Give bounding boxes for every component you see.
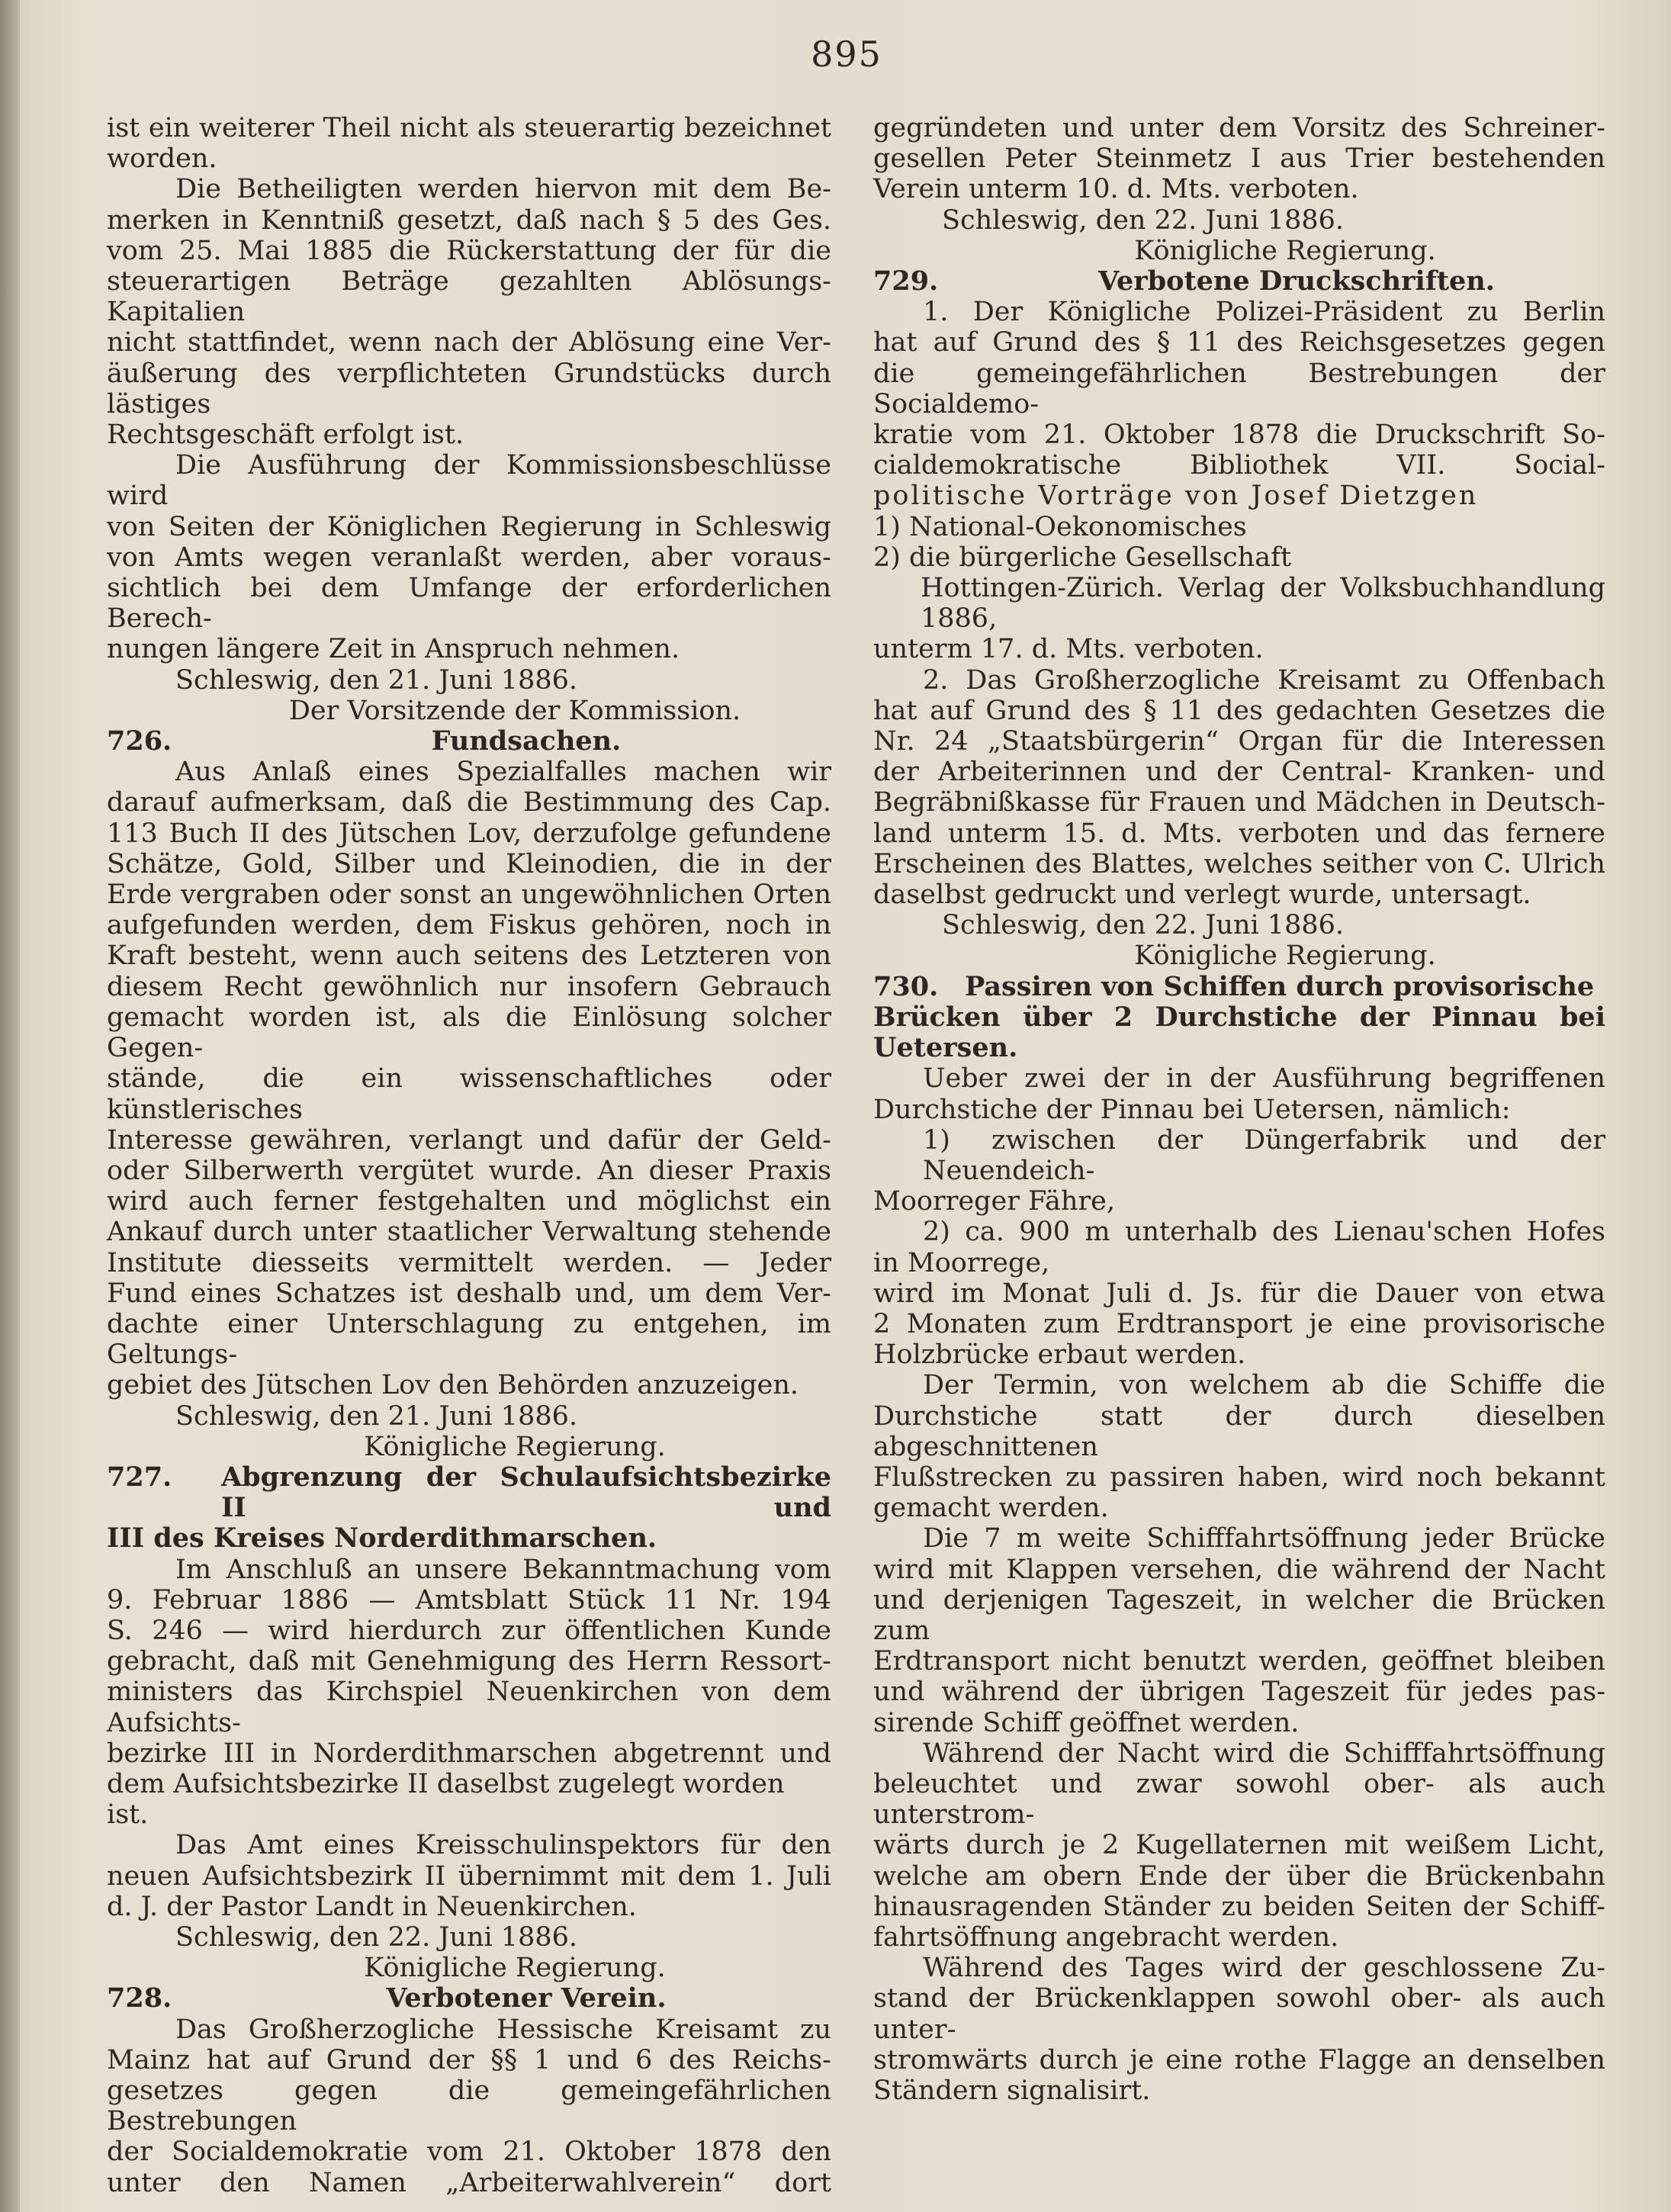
dateline: Schleswig, den 22. Juni 1886. <box>175 1921 577 1953</box>
text-line: wird im Monat Juli d. Js. für die Dauer von etwa <box>873 1278 1605 1309</box>
text-line: nicht stattfindet, wenn nach der Ablösung eine Ver- <box>107 327 831 358</box>
text-line: neuen Aufsichtsbezirk II übernimmt mit dem 1. Juli <box>107 1860 831 1892</box>
section-number: 727. <box>107 1461 172 1493</box>
text-line: 113 Buch II des Jütschen Lov, derzufolge gefundene <box>107 818 831 849</box>
dateline: Schleswig, den 22. Juni 1886. <box>942 910 1344 941</box>
text-line: 9. Februar 1886 — Amtsblatt Stück 11 Nr. 194 <box>107 1584 831 1616</box>
text-line: äußerung des verpflichteten Grundstücks durch lästiges <box>107 358 831 420</box>
text-line: und derjenigen Tageszeit, in welcher die Brücken zum <box>873 1584 1605 1646</box>
text-line: gebracht, daß mit Genehmigung des Herrn Ressort- <box>107 1646 831 1677</box>
section-heading-730 <box>873 972 1605 1002</box>
section-title-continued: III des Kreises Norderdithmarschen. <box>107 1522 657 1555</box>
text-line: Das Großherzogliche Hessische Kreisamt zu <box>175 2014 831 2045</box>
section-title: Passiren von Schiffen durch provisorische <box>965 970 1595 1002</box>
text-line: Rechtsgeschäft erfolgt ist. <box>107 420 464 451</box>
text-line: gesetzes gegen die gemeingefährlichen Bestrebungen <box>107 2075 831 2137</box>
text-line: Durchstiche statt der durch dieselben abgeschnittenen <box>873 1400 1605 1462</box>
text-line: Holzbrücke erbaut werden. <box>873 1339 1246 1371</box>
text-line: wird auch ferner festgehalten und möglichst ein <box>107 1186 831 1217</box>
text-line: Aus Anlaß eines Spezialfalles machen wir <box>175 757 831 788</box>
text-line: kratie vom 21. Oktober 1878 die Druckschrift So- <box>873 420 1605 451</box>
text-line: Fund eines Schatzes ist deshalb und, um dem Ver- <box>107 1278 831 1309</box>
section-heading-729 <box>873 266 1605 297</box>
signature: Königliche Regierung. <box>1134 235 1436 266</box>
text-line: darauf aufmerksam, daß die Bestimmung des Cap. <box>107 787 831 818</box>
text-line: sichtlich bei dem Umfange der erforderlichen Berech- <box>107 573 831 635</box>
text-line: von Amts wegen veranlaßt werden, aber voraus- <box>107 542 831 573</box>
text-line: der Socialdemokratie vom 21. Oktober 1878 den <box>107 2136 831 2168</box>
text-line: Erde vergraben oder sonst an ungewöhnlichen Orten <box>107 879 831 911</box>
signature: Der Vorsitzende der Kommission. <box>288 695 741 726</box>
text-line: Erdtransport nicht benutzt werden, geöffnet bleiben <box>873 1646 1605 1677</box>
right-column <box>873 113 1605 2106</box>
text-line: von Seiten der Königlichen Regierung in Schleswig <box>107 511 831 542</box>
text-line: unter den Namen „Arbeiterwahlverein“ dort <box>107 2167 831 2198</box>
text-line: land unterm 15. d. Mts. verboten und das fernere <box>873 818 1605 849</box>
list-item: 2) die bürgerliche Gesellschaft <box>873 542 1292 573</box>
signature: Königliche Regierung. <box>364 1953 666 1984</box>
text-line: der Arbeiterinnen und der Central- Kranken- und <box>873 757 1605 788</box>
text-line: 2. Das Großherzogliche Kreisamt zu Offenbach <box>923 664 1605 696</box>
text-line: worden. <box>107 143 217 175</box>
text-line: vom 25. Mai 1885 die Rückerstattung der für die <box>107 235 831 266</box>
list-item: Moorreger Fähre, <box>873 1186 1116 1217</box>
text-line: dachte einer Unterschlagung zu entgehen, im Geltungs- <box>107 1308 831 1371</box>
text-line: gesellen Peter Steinmetz I aus Trier bestehenden <box>873 143 1605 175</box>
text-line: daselbst gedruckt und verlegt wurde, untersagt. <box>873 879 1531 911</box>
text-line: Die Ausführung der Kommissionsbeschlüsse wird <box>107 450 831 512</box>
text-line: 2 Monaten zum Erdtransport je eine provisorische <box>873 1308 1605 1339</box>
list-item: 2) ca. 900 m unterhalb des Lienau'schen Hofes <box>923 1217 1605 1248</box>
text-line: gebiet des Jütschen Lov den Behörden anzuzeigen. <box>107 1370 799 1401</box>
text-line: fahrtsöffnung angebracht werden. <box>873 1921 1339 1953</box>
text-line: Institute diesseits vermittelt werden. — Jeder <box>107 1247 831 1278</box>
text-line: Durchstiche der Pinnau bei Uetersen, nämlich: <box>873 1094 1511 1125</box>
text-line: Die Betheiligten werden hiervon mit dem Be- <box>175 174 831 205</box>
dateline: Schleswig, den 21. Juni 1886. <box>175 1400 577 1432</box>
list-item: 1) National-Oekonomisches <box>873 511 1247 542</box>
text-line: wird mit Klappen versehen, die während der Nacht <box>873 1554 1605 1585</box>
text-line: steuerartigen Beträge gezahlten Ablösungs-Kapitalien <box>107 266 831 328</box>
section-title-continued: Brücken über 2 Durchstiche der Pinnau bei Uetersen. <box>873 1001 1605 1064</box>
signature: Königliche Regierung. <box>364 1431 666 1462</box>
text-line: stände, die ein wissenschaftliches oder künstlerisches <box>107 1063 831 1125</box>
section-heading-726 <box>107 726 831 757</box>
binding-edge <box>0 0 20 2212</box>
section-title: Fundsachen. <box>431 725 622 757</box>
text-line: bezirke III in Norderdithmarschen abgetrennt und <box>107 1738 831 1769</box>
section-heading-727 <box>107 1462 831 1523</box>
text-line: d. J. der Pastor Landt in Neuenkirchen. <box>107 1891 637 1922</box>
text-line: Begräbnißkasse für Frauen und Mädchen in Deutsch- <box>873 787 1605 818</box>
section-number: 730. <box>873 970 939 1002</box>
text-line: und während der übrigen Tageszeit für jedes pas- <box>873 1677 1605 1708</box>
text-line: dem Aufsichtsbezirke II daselbst zugelegt worden ist. <box>107 1768 785 1831</box>
signature: Königliche Regierung. <box>1134 940 1436 972</box>
text-line: nungen längere Zeit in Anspruch nehmen. <box>107 634 680 665</box>
section-number: 726. <box>107 725 172 757</box>
text-line: Während des Tages wird der geschlossene Zu- <box>923 1953 1605 1984</box>
text-line: merken in Kenntniß gesetzt, daß nach § 5 des Ges. <box>107 204 831 236</box>
text-line: aufgefunden werden, dem Fiskus gehören, noch in <box>107 910 831 941</box>
text-line: Ankauf durch unter staatlicher Verwaltung stehende <box>107 1217 831 1248</box>
section-heading-728 <box>107 1983 831 2014</box>
dateline: Schleswig, den 21. Juni 1886. <box>175 664 577 696</box>
section-title: Abgrenzung der Schulaufsichtsbezirke II und <box>221 1461 831 1524</box>
text-line: stand der Brückenklappen sowohl ober- als auch unter- <box>873 1983 1605 2045</box>
text-line: die gemeingefährlichen Bestrebungen der Socialdemo- <box>873 358 1605 420</box>
text-line: hat auf Grund des § 11 des Reichsgesetzes gegen <box>873 327 1605 358</box>
text-line: S. 246 — wird hierdurch zur öffentlichen Kunde <box>107 1615 831 1646</box>
list-item: 1) zwischen der Düngerfabrik und der Neuendeich- <box>923 1124 1605 1186</box>
text-line: Interesse gewähren, verlangt und dafür der Geld- <box>107 1124 831 1156</box>
text-line: Das Amt eines Kreisschulinspektors für den <box>175 1830 831 1861</box>
text-line: ist ein weiterer Theil nicht als steuerartig bezeichnet <box>107 113 831 143</box>
text-line: politische Vorträge von Josef Dietzgen <box>873 481 1479 512</box>
section-title: Verbotene Druckschriften. <box>1098 265 1495 297</box>
text-line: ministers das Kirchspiel Neuenkirchen von dem Aufsichts- <box>107 1677 831 1738</box>
text-line: Während der Nacht wird die Schifffahrtsöffnung <box>923 1738 1605 1769</box>
text-line: Schätze, Gold, Silber und Kleinodien, die in der <box>107 848 831 879</box>
text-line: Die 7 m weite Schifffahrtsöffnung jeder Brücke <box>923 1523 1605 1555</box>
text-line: Kraft besteht, wenn auch seitens des Letzteren von <box>107 940 831 972</box>
text-line: Im Anschluß an unsere Bekanntmachung vom <box>175 1554 831 1585</box>
text-line: sirende Schiff geöffnet werden. <box>873 1707 1300 1738</box>
left-column <box>107 113 831 2198</box>
text-line: Ständern signalisirt. <box>873 2075 1151 2106</box>
text-line: Erscheinen des Blattes, welches seither von C. Ulrich <box>873 848 1605 879</box>
text-line: hinausragenden Ständer zu beiden Seiten der Schiff- <box>873 1891 1605 1922</box>
text-line: Nr. 24 „Staatsbürgerin“ Organ für die Interessen <box>873 726 1605 757</box>
text-line: Der Termin, von welchem ab die Schiffe die <box>923 1370 1605 1401</box>
text-line: diesem Recht gewöhnlich nur insofern Gebrauch <box>107 971 831 1002</box>
text-line: Ueber zwei der in der Ausführung begriffenen <box>923 1063 1605 1095</box>
list-item: in Moorrege, <box>873 1247 1050 1278</box>
text-line: Flußstrecken zu passiren haben, wird noch bekannt <box>873 1461 1605 1493</box>
dateline: Schleswig, den 22. Juni 1886. <box>942 204 1344 236</box>
text-line: 1. Der Königliche Polizei-Präsident zu Berlin <box>923 297 1605 328</box>
text-line: 1886, <box>921 603 998 635</box>
section-number: 729. <box>873 265 939 297</box>
text-line: beleuchtet und zwar sowohl ober- als auch unterstrom- <box>873 1768 1605 1831</box>
section-title: Verbotener Verein. <box>386 1982 667 2014</box>
text-line: stromwärts durch je eine rothe Flagge an denselben <box>873 2044 1605 2075</box>
text-line: Mainz hat auf Grund der §§ 1 und 6 des Reichs- <box>107 2044 831 2075</box>
text-line: Hottingen-Zürich. Verlag der Volksbuchhandlung <box>921 573 1605 604</box>
page-number: 895 <box>811 34 882 75</box>
section-number: 728. <box>107 1982 172 2014</box>
text-line: cialdemokratische Bibliothek VII. Social- <box>873 450 1605 481</box>
text-line: hat auf Grund des § 11 des gedachten Gesetzes die <box>873 695 1605 726</box>
text-line: gemacht worden ist, als die Einlösung solcher Gegen- <box>107 1002 831 1064</box>
text-line: wärts durch je 2 Kugellaternen mit weißem Licht, <box>873 1830 1605 1861</box>
text-line: Verein unterm 10. d. Mts. verboten. <box>873 174 1359 205</box>
text-line: welche am obern Ende der über die Brückenbahn <box>873 1860 1605 1892</box>
text-line: gegründeten und unter dem Vorsitz des Schreiner- <box>873 113 1605 143</box>
text-line: oder Silberwerth vergütet wurde. An dieser Praxis <box>107 1155 831 1186</box>
text-line: unterm 17. d. Mts. verboten. <box>873 634 1264 665</box>
text-line: gemacht werden. <box>873 1493 1109 1524</box>
